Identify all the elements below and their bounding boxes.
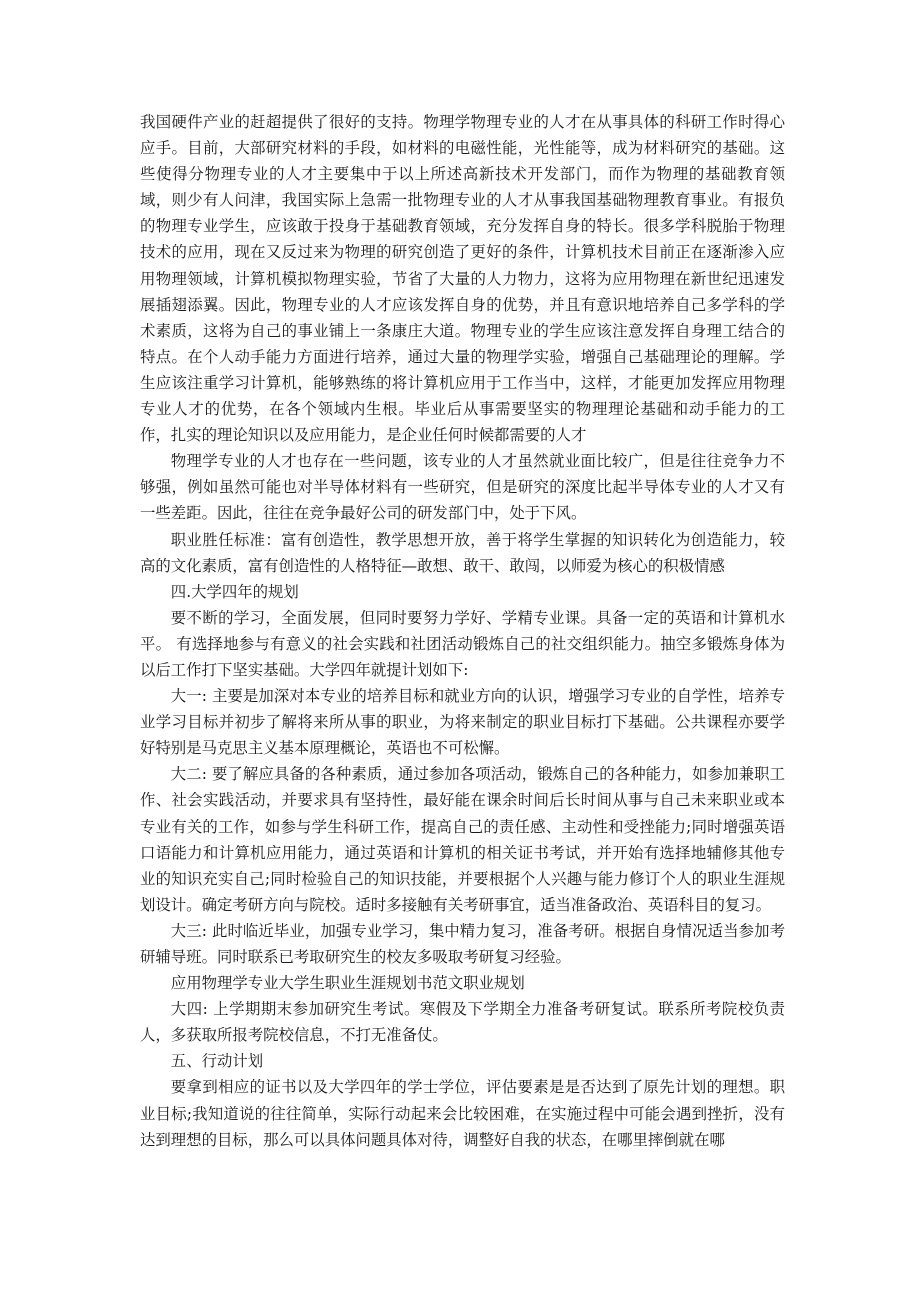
section-heading: 五、行动计划 [170, 1052, 264, 1071]
paragraph: 大三: 此时临近毕业，加强专业学习，集中精力复习，准备考研。根据自身情况适当参加考研辅导班。同时联系已考取研究生的校友多吸取考研复习经验。 [140, 921, 785, 966]
document-body [140, 109, 785, 1153]
paragraph: 要不断的学习，全面发展，但同时要努力学好、学精专业课。具备一定的英语和计算机水平。 有选择地参与有意义的社会实践和社团活动锻炼自己的社交组织能力。抽空多锻炼身体为以后工作打下坚实基础。大学四年就提计划如下: [140, 608, 785, 679]
paragraph: 职业胜任标准：富有创造性，教学思想开放，善于将学生掌握的知识转化为创造能力，较高的文化素质，富有创造性的人格特征—敢想、敢干、敢闯，以师爱为核心的积极情感 [140, 530, 785, 575]
paragraph: 大二: 要了解应具备的各种素质，通过参加各项活动，锻炼自己的各种能力，如参加兼职工作、社会实践活动，并要求具有坚持性，最好能在课余时间后长时间从事与自己未来职业或本专业有关的工作，如参与学生科研工作，提高自己的责任感、主动性和受挫能力;同时增强英语口语能力和计算机应用能力，通过英语和计算机的相关证书考试，并开始有选择地辅修其他专业的知识充实自己;同时检验自己的知识技能，并要根据个人兴趣与能力修订个人的职业生涯规划设计。确定考研方向与院校。适时多接触有关考研事宜，适当准备政治、英语科目的复习。 [140, 765, 785, 914]
paragraph: 我国硬件产业的赶超提供了很好的支持。物理学物理专业的人才在从事具体的科研工作时得心应手。目前，大部研究材料的手段，如材料的电磁性能，光性能等，成为材料研究的基础。这些使得分物理专业的人才主要集中于以上所述高新技术开发部门，而作为物理的基础教育领域，则少有人问津，我国实际上急需一批物理专业的人才从事我国基础物理教育事业。有报负的物理专业学生，应该敢于投身于基础教育领域，充分发挥自身的特长。很多学科脱胎于物理技术的应用，现在又反过来为物理的研究创造了更好的条件，计算机技术目前正在逐渐渗入应用物理领域，计算机模拟物理实验，节省了大量的人力物力，这将为应用物理在新世纪迅速发展插翅添翼。因此，物理专业的人才应该发挥自身的优势，并且有意识地培养自己多学科的学术素质，这将为自己的事业铺上一条康庄大道。物理专业的学生应该注意发挥自身理工结合的特点。在个人动手能力方面进行培养，通过大量的物理学实验，增强自己基础理论的理解。学生应该注重学习计算机，能够熟练的将计算机应用于工作当中，这样，才能更加发挥应用物理专业人才的优势，在各个领域内生根。毕业后从事需要坚实的物理理论基础和动手能力的工作，扎实的理论知识以及应用能力，是企业任何时候都需要的人才 [140, 113, 785, 445]
paragraph: 物理学专业的人才也存在一些问题，该专业的人才虽然就业面比较广，但是往往竞争力不够强，例如虽然可能也对半导体材料有一些研究，但是研究的深度比起半导体专业的人才又有一些差距。因此，往往在竞争最好公司的研发部门中，处于下风。 [140, 452, 785, 523]
paragraph: 要拿到相应的证书以及大学四年的学士学位，评估要素是是否达到了原先计划的理想。职业目标;我知道说的往往简单，实际行动起来会比较困难，在实施过程中可能会遇到挫折，没有达到理想的目标，那么可以具体问题具体对待，调整好自我的状态，在哪里摔倒就在哪 [140, 1078, 785, 1149]
section-heading: 四.大学四年的规划 [170, 582, 299, 601]
paragraph: 大一: 主要是加深对本专业的培养目标和就业方向的认识，增强学习专业的自学性，培养专业学习目标并初步了解将来所从事的职业，为将来制定的职业目标打下基础。公共课程亦要学好特别是马克思主义基本原理概论，英语也不可松懈。 [140, 687, 785, 758]
paragraph: 应用物理学专业大学生职业生涯规划书范文职业规划 [170, 974, 525, 993]
paragraph: 大四: 上学期期末参加研究生考试。寒假及下学期全力准备考研复试。联系所考院校负责人，多获取所报考院校信息，不打无准备仗。 [140, 1000, 785, 1045]
